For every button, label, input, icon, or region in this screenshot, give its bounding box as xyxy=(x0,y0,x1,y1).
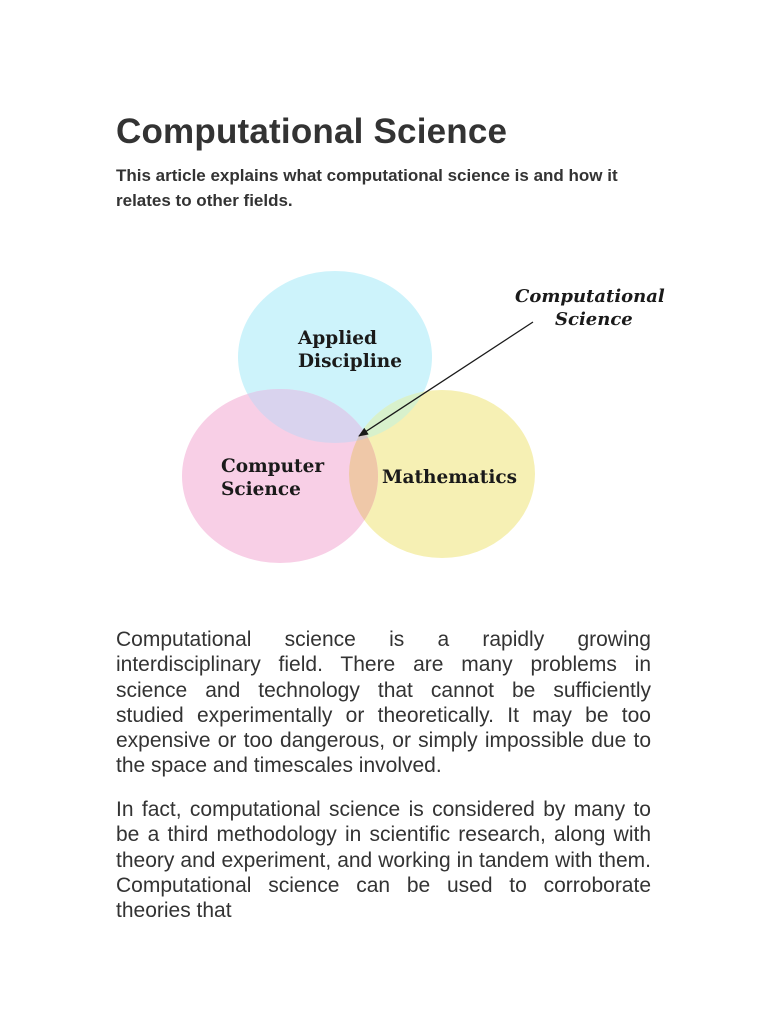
callout-line2: Science xyxy=(555,309,633,330)
applied-label-line1: Applied xyxy=(298,328,377,349)
mathematics-label: Mathematics xyxy=(382,467,518,488)
callout-line1: Computational xyxy=(515,286,665,307)
cs-label-line1: Computer xyxy=(221,456,325,477)
page-title: Computational Science xyxy=(116,112,508,151)
body-paragraph: Computational science is a rapidly growing interdisciplinary field. There are many problems in science and technology that cannot be sufficiently studied experimentally or theoretically. It may be too expensive or too dangerous, or simply impossible due to the space and timescales involved. xyxy=(116,628,651,778)
applied-label-line2: Discipline xyxy=(298,351,402,372)
computational-science-callout xyxy=(515,286,671,330)
cs-label-line2: Science xyxy=(221,479,301,500)
venn-diagram xyxy=(150,262,710,572)
article-subtitle: This article explains what computational science is and how it relates to other fields. xyxy=(116,166,618,210)
venn-diagram-svg xyxy=(150,262,710,572)
body-paragraph: In fact, computational science is considered by many to be a third methodology in scientific research, along with theory and experiment, and working in tandem with them. Computational science can be used to corroborate theories that xyxy=(116,798,651,923)
